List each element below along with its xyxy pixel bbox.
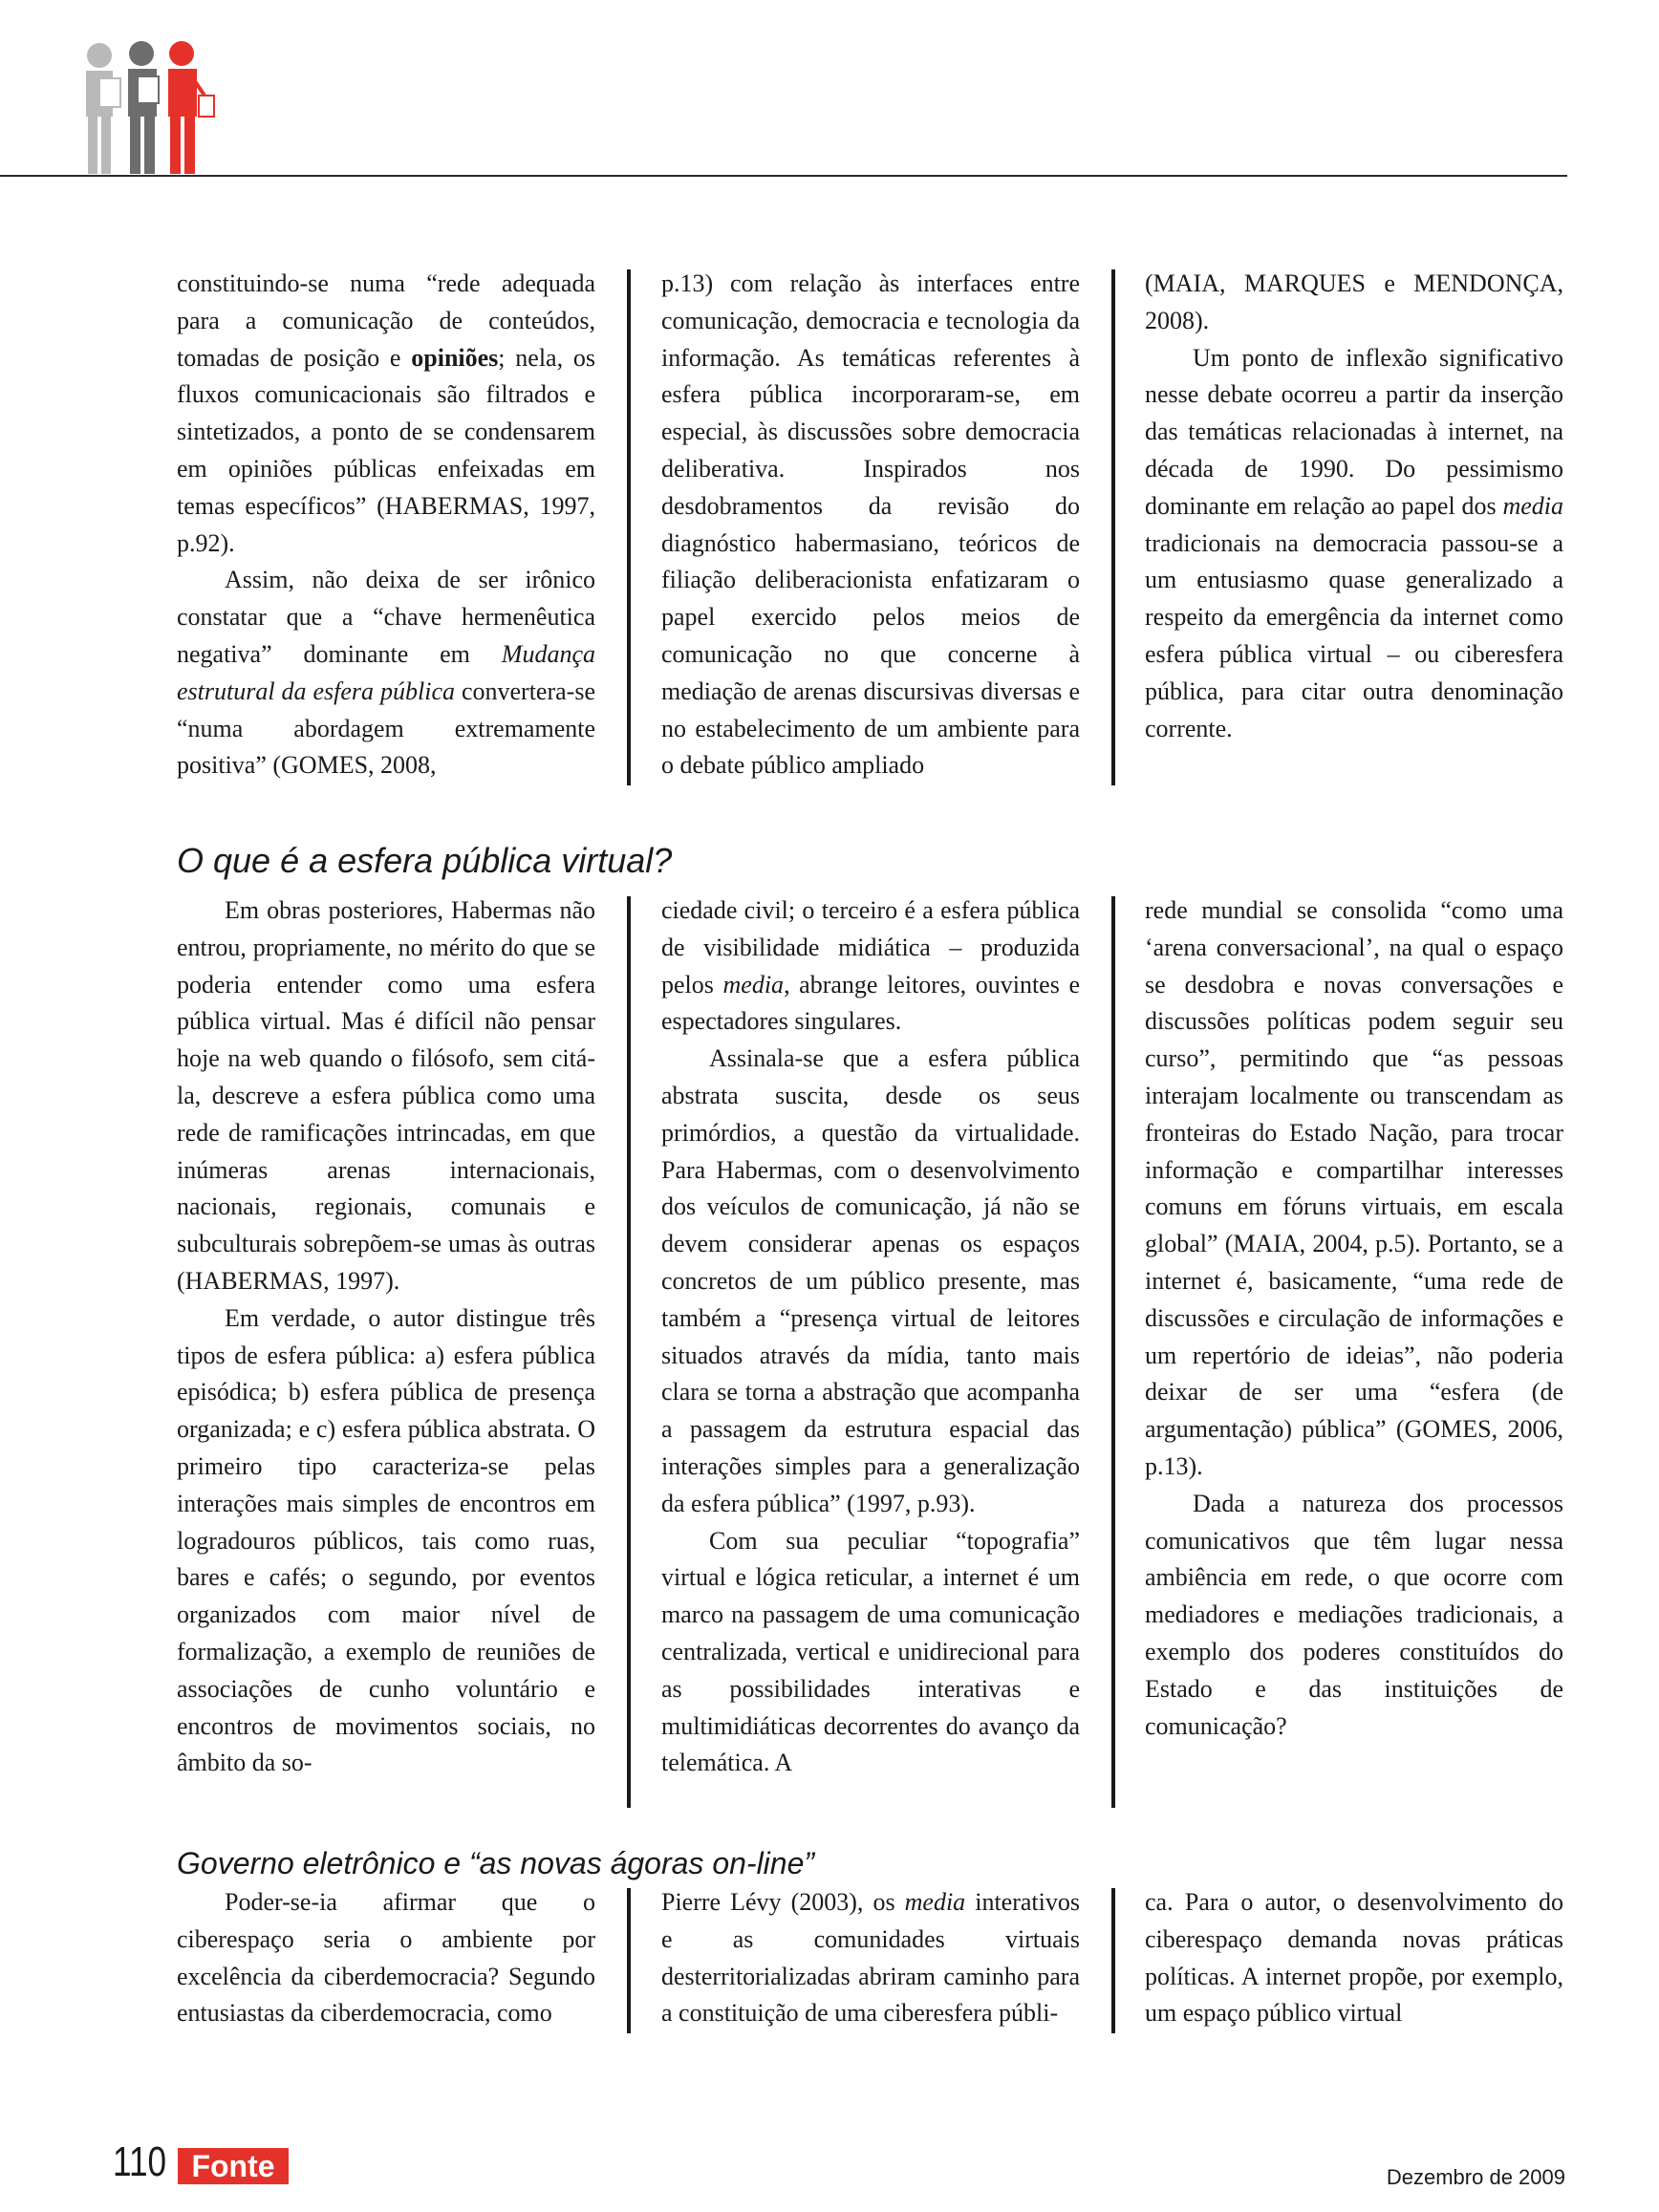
section-heading: O que é a esfera pública virtual? [177, 841, 673, 880]
paragraph: ca. Para o autor, o desenvolvimento do ciberespaço demanda novas práticas políticas. A internet propõe, por exemplo, um espaço público virtual [1145, 1888, 1563, 2028]
column-divider [1111, 1888, 1115, 2033]
section1-col1 [177, 266, 595, 784]
page-number: 110 [113, 2138, 167, 2185]
paragraph: Poder-se-ia afirmar que o ciberespaço seria o ambiente por excelência da ciberdemocracia? Segundo entusiastas da ciberdemocracia, como [177, 1888, 595, 2028]
section2-col1 [177, 892, 595, 1782]
section1-col3 [1145, 266, 1563, 747]
column-divider [627, 1888, 631, 2033]
section1-col2 [661, 266, 1080, 784]
paragraph: Em verdade, o autor distingue três tipos de esfera pública: a) esfera pública episódica; b) esfera pública de presença organizada; e c) esfera pública abstrata. O primeiro tipo caracteriza-se pelas interações mais simples de encontros em logradouros públicos, tais como ruas, bares e cafés; o segundo, por eventos organizados com maior nível de formalização, a exemplo de reuniões de associações de cunho voluntário e encontros de movimentos sociais, no âmbito da so- [177, 1303, 595, 1777]
paragraph: rede mundial se consolida “como uma ‘arena conversacional’, na qual o espaço se desdobra e novas conversações e discussões políticas podem seguir seu curso”, permitindo que “as pessoas interajam localmente ou transcendam as fronteiras do Estado Nação, para trocar informação e compartilhar interesses comuns em fóruns virtuais, em escala global” (MAIA, 2004, p.5). Portanto, se a internet é, basicamente, “uma rede de discussões e circulação de informações e um repertório de ideias”, não poderia deixar de ser uma “esfera (de argumentação) pública” (GOMES, 2006, p.13). [1145, 896, 1563, 1480]
people-group-logo-icon [78, 40, 222, 180]
section2-col3 [1145, 892, 1563, 1745]
paragraph: Em obras posteriores, Habermas não entrou, propriamente, no mérito do que se poderia entender como uma esfera pública virtual. Mas é difícil não pensar hoje na web quando o filósofo, sem citá-la, descreve a esfera pública como uma rede de ramificações intrincadas, em que inúmeras arenas internacionais, nacionais, regionais, comunais e subculturais sobrepõem-se umas às outras (HABERMAS, 1997). [177, 896, 595, 1295]
column-divider [627, 269, 631, 785]
magazine-brand: Fonte [178, 2148, 289, 2184]
paragraph: Com sua peculiar “topografia” virtual e lógica reticular, a internet é um marco na passagem de uma comunicação centralizada, vertical e unidirecional para as possibilidades interativas e multimidiáticas decorrentes do avanço da telemática. A [661, 1526, 1080, 1777]
paragraph: Assinala-se que a esfera pública abstrata suscita, desde os seus primórdios, a questão da virtualidade. Para Habermas, com o desenvolvimento dos veículos de comunicação, já não se devem considerar apenas os espaços concretos de um público presente, mas também a “presença virtual de leitores situados através da mídia, tanto mais clara se torna a abstração que acompanha a passagem da estrutura espacial das interações simples para a generalização da esfera pública” (1997, p.93). [661, 1044, 1080, 1517]
paragraph: Um ponto de inflexão significativo nesse debate ocorreu a partir da inserção das temáticas relacionadas à internet, na década de 1990. Do pessimismo dominante em relação ao papel dos media tradicionais na democracia passou-se a um entusiasmo quase generalizado a respeito da emergência da internet como esfera pública virtual – ou ciberesfera pública, para citar outra denominação corrente. [1145, 343, 1563, 742]
header-rule [0, 175, 1567, 177]
column-divider [627, 896, 631, 1808]
paragraph: Dada a natureza dos processos comunicativos que têm lugar nessa ambiência em rede, o que ocorre com mediadores e mediações tradicionais, a exemplo dos poderes constituídos do Estado e das instituições de comunicação? [1145, 1489, 1563, 1740]
paragraph: constituindo-se numa “rede adequada para a comunicação de conteúdos, tomadas de posição e opiniões; nela, os fluxos comunicacionais são filtrados e sintetizados, a ponto de se condensarem em opiniões públicas enfeixadas em temas específicos” (HABERMAS, 1997, p.92). [177, 269, 595, 557]
column-divider [1111, 269, 1115, 785]
section-heading: Governo eletrônico e “as novas ágoras on-line” [177, 1846, 815, 1880]
paragraph: Pierre Lévy (2003), os media interativos e as comunidades virtuais desterritorializadas abriram caminho para a constituição de uma ciberesfera públi- [661, 1888, 1080, 2028]
section3-col1 [177, 1884, 595, 2032]
paragraph: (MAIA, MARQUES e MENDONÇA, 2008). [1145, 269, 1563, 334]
column-divider [1111, 896, 1115, 1808]
paragraph: Assim, não deixa de ser irônico constatar que a “chave hermenêutica negativa” dominante em Mudança estrutural da esfera pública convertera-se “numa abordagem extremamente positiva” (GOMES, 2008, [177, 566, 595, 780]
issue-date: Dezembro de 2009 [1386, 2165, 1565, 2189]
paragraph: p.13) com relação às interfaces entre comunicação, democracia e tecnologia da informação. As temáticas referentes à esfera pública incorporaram-se, em especial, às discussões sobre democracia deliberativa. Inspirados nos desdobramentos da revisão do diagnóstico habermasiano, teóricos de filiação deliberacionista enfatizaram o papel exercido pelos meios de comunicação no que concerne à mediação de arenas discursivas diversas e no estabelecimento de um ambiente para o debate público ampliado [661, 269, 1080, 780]
section3-col3 [1145, 1884, 1563, 2032]
paragraph: ciedade civil; o terceiro é a esfera pública de visibilidade midiática – produzida pelos media, abrange leitores, ouvintes e espectadores singulares. [661, 896, 1081, 1036]
section3-col2 [661, 1884, 1080, 2032]
section2-col2 [661, 892, 1080, 1782]
